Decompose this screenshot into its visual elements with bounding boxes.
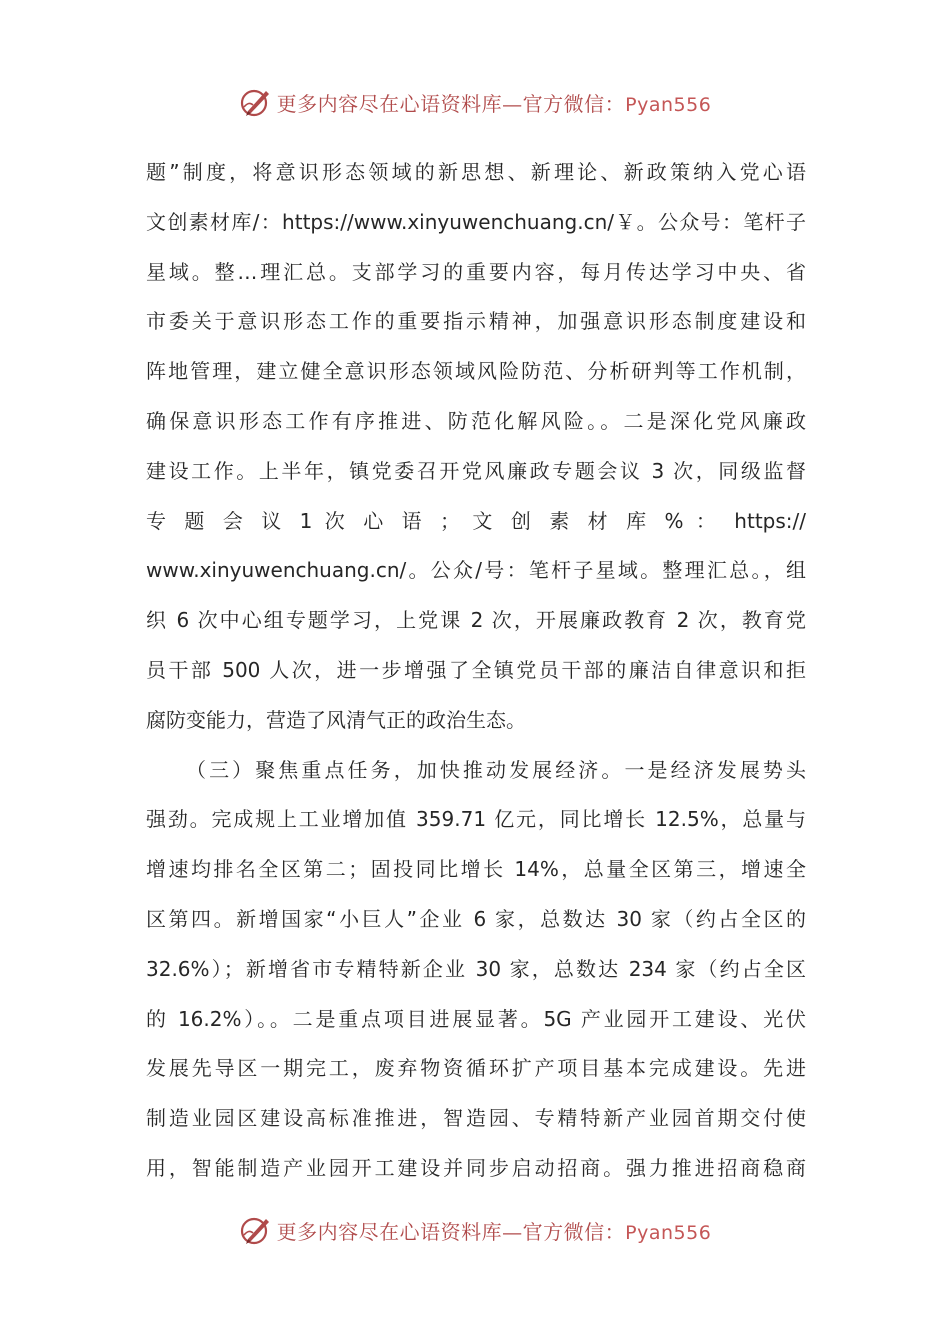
text-line: 32.6%）；新增省市专精特新企业 30 家，总数达 234 家（约占全区 <box>146 956 806 981</box>
text-line: 专 题 会 议 1 次 心 语 ； 文 创 素 材 库 % ： https:// <box>146 508 806 533</box>
text-line: 建设工作。上半年，镇党委召开党风廉政专题会议 3 次，同级监督 <box>146 458 806 483</box>
footer-watermark-banner <box>0 1210 950 1250</box>
text-line: 星域。整…理汇总。支部学习的重要内容，每月传达学习中央、省 <box>146 259 806 284</box>
text-line: 增速均排名全区第二；固投同比增长 14%，总量全区第三，增速全 <box>146 857 806 882</box>
text-line: 文创素材库/：https://www.xinyuwenchuang.cn/￥。公众号：笔杆子 <box>146 209 806 234</box>
header-watermark-banner <box>0 82 950 122</box>
pen-logo-icon <box>239 85 273 119</box>
text-line: 题”制度，将意识形态领域的新思想、新理论、新政策纳入党心语 <box>146 160 806 184</box>
text-line: 阵地管理，建立健全意识形态领域风险防范、分析研判等工作机制， <box>146 359 806 384</box>
banner-text: 更多内容尽在心语资料库—官方微信：Pyan556 <box>276 1219 712 1244</box>
text-line: 强劲。完成规上工业增加值 359.71 亿元，同比增长 12.5%，总量与 <box>146 807 806 832</box>
text-line: 确保意识形态工作有序推进、防范化解风险。。二是深化党风廉政 <box>146 408 806 433</box>
text-line: 的 16.2%）。。二是重点项目进展显著。5G 产业园开工建设、光伏 <box>146 1006 806 1031</box>
text-line: 织 6 次中心组专题学习，上党课 2 次，开展廉政教育 2 次，教育党 <box>146 608 806 633</box>
paragraph-heading-line: （三）聚焦重点任务，加快推动发展经济。一是经济发展势头 <box>186 757 806 782</box>
text-line: 制造业园区建设高标准推进，智造园、专精特新产业园首期交付使 <box>146 1106 806 1131</box>
pen-logo-icon <box>239 1213 273 1247</box>
wechat-id: Pyan556 <box>625 1221 712 1244</box>
text-line: 发展先导区一期完工，废弃物资循环扩产项目基本完成建设。先进 <box>146 1056 806 1081</box>
text-line: 腐防变能力，营造了风清气正的政治生态。 <box>146 707 526 732</box>
wechat-id: Pyan556 <box>625 93 712 116</box>
banner-text: 更多内容尽在心语资料库—官方微信：Pyan556 <box>276 91 712 116</box>
text-line: 用，智能制造产业园开工建设并同步启动招商。强力推进招商稳商 <box>146 1155 806 1180</box>
text-line: 市委关于意识形态工作的重要指示精神，加强意识形态制度建设和 <box>146 309 806 334</box>
text-line: 员干部 500 人次，进一步增强了全镇党员干部的廉洁自律意识和拒 <box>146 657 806 682</box>
text-line: 区第四。新增国家“小巨人”企业 6 家，总数达 30 家（约占全区的 <box>146 906 806 931</box>
text-line: www.xinyuwenchuang.cn/。公众/号：笔杆子星域。整理汇总。，组 <box>146 558 806 583</box>
document-body <box>146 148 806 1194</box>
